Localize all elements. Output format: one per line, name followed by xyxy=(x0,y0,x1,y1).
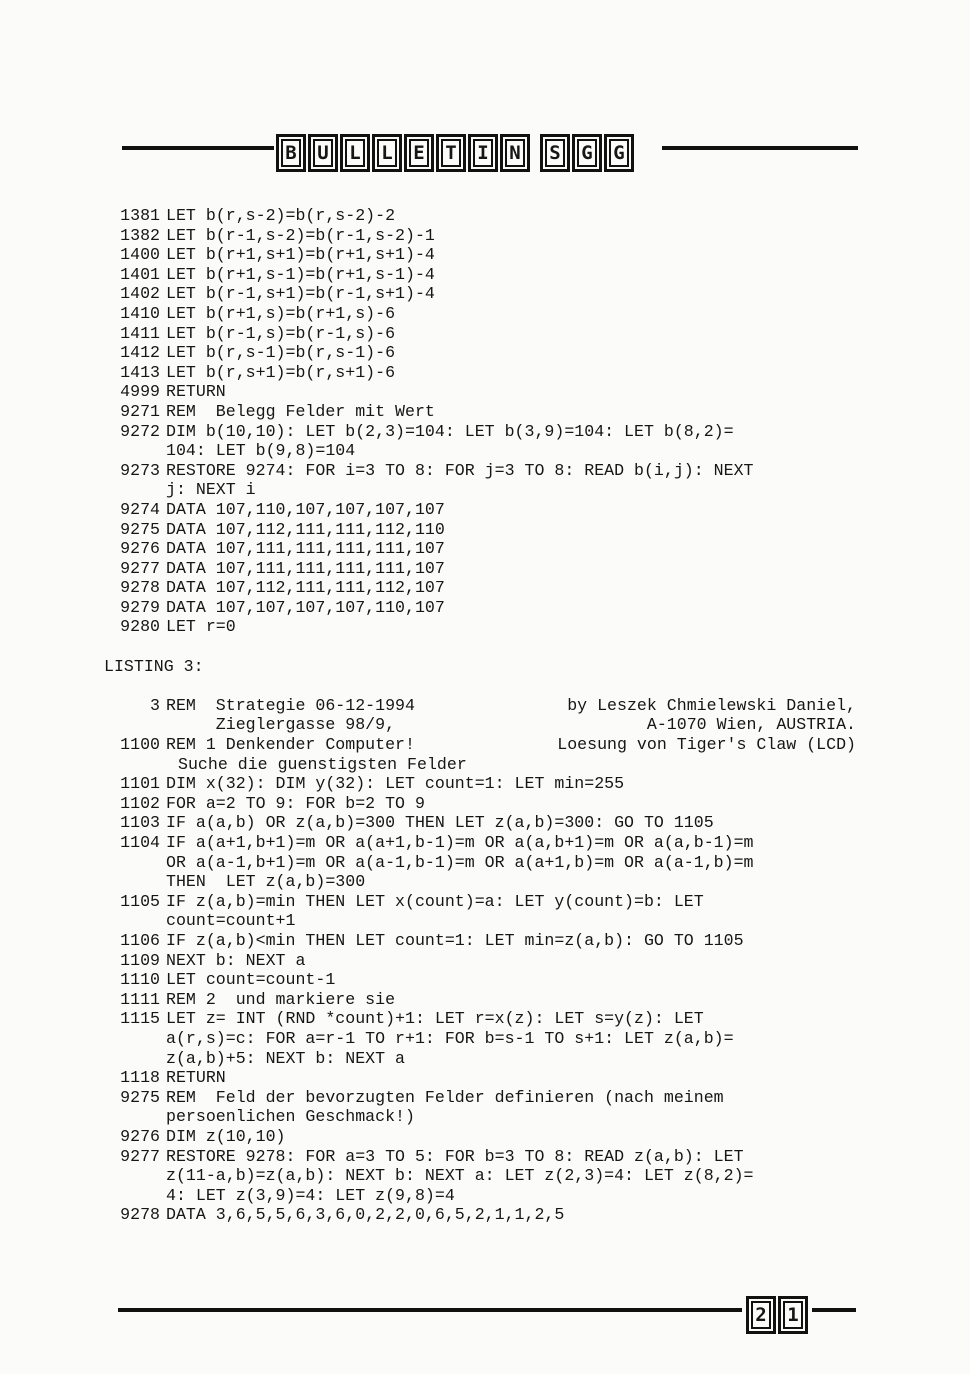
code-line: 1402 LET b(r-1,s+1)=b(r-1,s+1)-4 xyxy=(120,284,435,304)
code-line: 1105 IF z(a,b)=min THEN LET x(count)=a: LET y(count)=b: LET count=count+1 xyxy=(120,891,704,931)
code-line: 1106 IF z(a,b)<min THEN LET count=1: LET min=z(a,b): GO TO 1105 xyxy=(120,930,744,950)
logo-tile: S xyxy=(540,134,570,172)
footer-rule xyxy=(118,1308,742,1312)
code-line: 3 REM Strategie 06-12-1994 by Leszek Chmielewski Daniel, xyxy=(150,695,856,715)
code-line: 1400 LET b(r+1,s+1)=b(r+1,s+1)-4 xyxy=(120,245,435,265)
logo-tile: L xyxy=(372,134,402,172)
header-rule-left xyxy=(122,146,274,150)
code-line: 1110 LET count=count-1 xyxy=(120,970,336,990)
code-line: 4999 RETURN xyxy=(120,382,226,402)
code-line: 9273 RESTORE 9274: FOR i=3 TO 8: FOR j=3 TO 8: READ b(i,j): NEXT j: NEXT i xyxy=(120,460,754,500)
code-line: 1381 LET b(r,s-2)=b(r,s-2)-2 xyxy=(120,206,396,225)
code-line: 9271 REM Belegg Felder mit Wert xyxy=(120,401,435,421)
page-digit: 2 xyxy=(746,1296,776,1334)
code-line: 9279 DATA 107,107,107,107,110,107 xyxy=(120,597,445,617)
code-line: 9275 REM Feld der bevorzugten Felder definieren (nach meinem persoenlichen Geschmack!) xyxy=(120,1087,724,1127)
logo-tile: N xyxy=(500,134,530,172)
code-line: 1115 LET z= INT (RND *count)+1: LET r=x(z): LET s=y(z): LET a(r,s)=c: FOR a=r-1 TO r+1: FOR b=s-1 TO s+1: LET z(a,b)= z(a,b)+5: NEXT b: NEXT a xyxy=(120,1009,734,1068)
code-line: Suche die guenstigsten Felder xyxy=(178,754,467,774)
code-line: 1100 REM 1 Denkender Computer! Loesung von Tiger's Claw (LCD) xyxy=(120,735,856,755)
code-line: 9278 DATA 3,6,5,5,6,3,6,0,2,2,0,6,5,2,1,1,2,5 xyxy=(120,1205,565,1225)
program-listing xyxy=(104,206,894,1225)
footer-rule-right xyxy=(812,1308,856,1312)
logo-tile: U xyxy=(308,134,338,172)
code-line: 1413 LET b(r,s+1)=b(r,s+1)-6 xyxy=(120,362,396,382)
logo-tile: L xyxy=(340,134,370,172)
bulletin-logo xyxy=(276,134,634,172)
logo-tile: G xyxy=(604,134,634,172)
code-line: 1410 LET b(r+1,s)=b(r+1,s)-6 xyxy=(120,303,396,323)
code-line: 9275 DATA 107,112,111,111,112,110 xyxy=(120,519,445,539)
code-line: 1109 NEXT b: NEXT a xyxy=(120,950,306,970)
logo-tile: B xyxy=(276,134,306,172)
code-line: 1101 DIM x(32): DIM y(32): LET count=1: LET min=255 xyxy=(120,774,625,794)
code-line: 1103 IF a(a,b) OR z(a,b)=300 THEN LET z(a,b)=300: GO TO 1105 xyxy=(120,813,714,833)
page-digit: 1 xyxy=(778,1296,808,1334)
code-line: 1102 FOR a=2 TO 9: FOR b=2 TO 9 xyxy=(120,793,425,813)
logo-tile: T xyxy=(436,134,466,172)
code-line: 9278 DATA 107,112,111,111,112,107 xyxy=(120,578,445,598)
code-line: 1382 LET b(r-1,s-2)=b(r-1,s-2)-1 xyxy=(120,225,435,245)
logo-tile: G xyxy=(572,134,602,172)
code-line: 9276 DIM z(10,10) xyxy=(120,1126,286,1146)
code-line: 9274 DATA 107,110,107,107,107,107 xyxy=(120,499,445,519)
code-line: 9280 LET r=0 xyxy=(120,617,236,637)
logo-tile: E xyxy=(404,134,434,172)
code-line: 1411 LET b(r-1,s)=b(r-1,s)-6 xyxy=(120,323,396,343)
logo-tile: I xyxy=(468,134,498,172)
code-line: 9277 RESTORE 9278: FOR a=3 TO 5: FOR b=3 TO 8: READ z(a,b): LET z(11-a,b)=z(a,b): NEXT b: NEXT a: LET z(2,3)=4: LET z(8,2)= 4: LET z(3,9)=4: LET z(9,8)=4 xyxy=(120,1146,754,1205)
code-line: 1412 LET b(r,s-1)=b(r,s-1)-6 xyxy=(120,343,396,363)
code-line: 1111 REM 2 und markiere sie xyxy=(120,989,396,1009)
code-line: Zieglergasse 98/9, A-1070 Wien, AUSTRIA. xyxy=(166,715,856,735)
code-line: 9277 DATA 107,111,111,111,111,107 xyxy=(120,558,445,578)
code-line: 9276 DATA 107,111,111,111,111,107 xyxy=(120,539,445,559)
code-line: 1118 RETURN xyxy=(120,1068,226,1088)
code-line: 1401 LET b(r+1,s-1)=b(r+1,s-1)-4 xyxy=(120,264,435,284)
header-rule-right xyxy=(662,146,858,150)
code-line: 9272 DIM b(10,10): LET b(2,3)=104: LET b(3,9)=104: LET b(8,2)= 104: LET b(9,8)=104 xyxy=(120,421,734,461)
code-line: 1104 IF a(a+1,b+1)=m OR a(a+1,b-1)=m OR a(a,b+1)=m OR a(a,b-1)=m OR a(a-1,b+1)=m OR a(a-1,b-1)=m OR a(a+1,b)=m OR a(a-1,b)=m THEN LET z(a,b)=300 xyxy=(120,833,754,892)
listing-heading: LISTING 3: xyxy=(104,656,204,676)
page-number xyxy=(746,1296,808,1334)
